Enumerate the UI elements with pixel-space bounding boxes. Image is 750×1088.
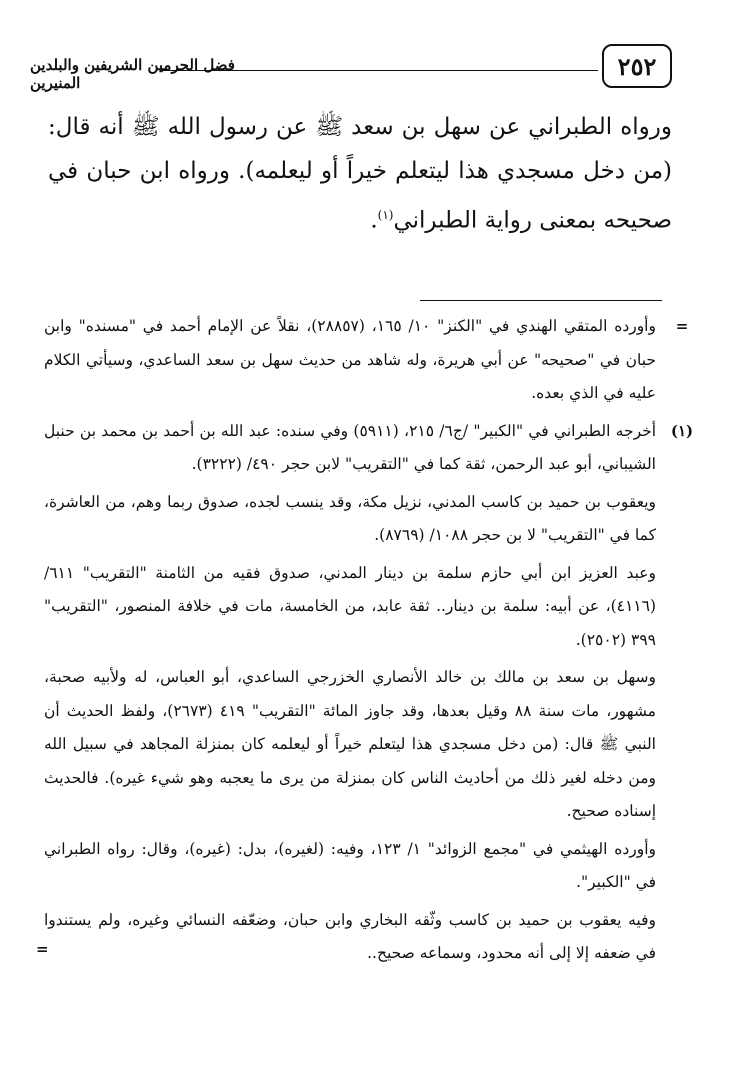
page-number: ٢٥٢ (602, 44, 672, 88)
footnote-paragraph: وسهل بن سعد بن مالك بن خالد الأنصاري الخزرجي الساعدي، أبو العباس، له ولأبيه صحبة، مشهور، مات سنة ٨٨ وقيل بعدها، وقد جاوز المائة "التقريب" ٤١٩ (٢٦٧٣)، ولفظ الحديث أن النبي ﷺ قال: (من دخل مسجدي هذا ليتعلم خيراً أو ليعلمه كان بمنزلة المجاهد في سبيل الله ومن دخله لغير ذلك من أحاديث الناس كان بمنزلة من يرى ما يعجبه وهو شيء غيره). فالحديث إسناده صحيح. (44, 668, 656, 820)
footnote-paragraph: وأورده الهيثمي في "مجمع الزوائد" ١/ ١٢٣، وفيه: (لغيره)، بدل: (غيره)، وقال: رواه الطبراني في "الكبير". (44, 839, 656, 891)
main-text (48, 105, 672, 243)
running-title: فضل الحرمين الشريفين والبلدين المنيرين (30, 56, 235, 92)
main-paragraph: ورواه الطبراني عن سهل بن سعد ﷺ عن رسول الله ﷺ أنه قال: (من دخل مسجدي هذا ليتعلم خيراً أو ليعلمه). ورواه ابن حبان في صحيحه بمعنى رواية الطبراني (48, 114, 672, 234)
footnote-separator (420, 300, 662, 301)
footnotes-section (36, 310, 702, 975)
footnote-paragraph: وعبد العزيز ابن أبي حازم سلمة بن دينار المدني، صدوق فقيه من الثامنة "التقريب" ٦١١/ (٤١١٦)، عن أبيه: سلمة بن دينار.. ثقة عابد، من الخامسة، مات في خلافة المنصور، "التقريب" ٣٩٩ (٢٥٠٢). (44, 563, 656, 649)
footnote-number: (١) (670, 421, 694, 440)
footnote-paragraph: ويعقوب بن حميد بن كاسب المدني، نزيل مكة، وقد ينسب لجده، صدوق ربما وهم، من العاشرة، كما في "التقريب" لا بن حجر ١٠٨٨/ (٨٧٦٩). (44, 492, 656, 544)
footnote-reference: (١) (377, 208, 394, 222)
footnote-paragraph: وفيه يعقوب بن حميد بن كاسب وثّقه البخاري وابن حبان، وضعّفه النسائي وغيره، ولم يستندوا في ضعفه إلا إلى أنه محدود، وسماعه صحيح.. (44, 910, 656, 962)
footnote-paragraph: أخرجه الطبراني في "الكبير" /ج٦/ ٢١٥، (٥٩١١) وفي سنده: عبد الله بن أحمد بن محمد بن حنبل الشيباني، أبو عبد الرحمن، ثقة كما في "التقريب" لابن حجر ٤٩٠/ (٣٢٢٢). (44, 421, 657, 473)
footnote-paragraph: وأورده المتقي الهندي في "الكنز" ١٠/ ١٦٥، (٢٨٨٥٧)، نقلاً عن الإمام أحمد في "مسنده" وابن حبان في "صحيحه" عن أبي هريرة، وله شاهد من حديث سهل بن سعد الساعدي، وسيأتي الكلام عليه في الذي بعده. (44, 317, 656, 402)
continuation-end-marker: = (36, 940, 49, 958)
page-header (30, 42, 672, 92)
continuation-marker: = (675, 317, 689, 335)
footnote-continuation (44, 310, 702, 411)
footnote-1 (36, 415, 702, 971)
main-period: . (370, 207, 378, 234)
